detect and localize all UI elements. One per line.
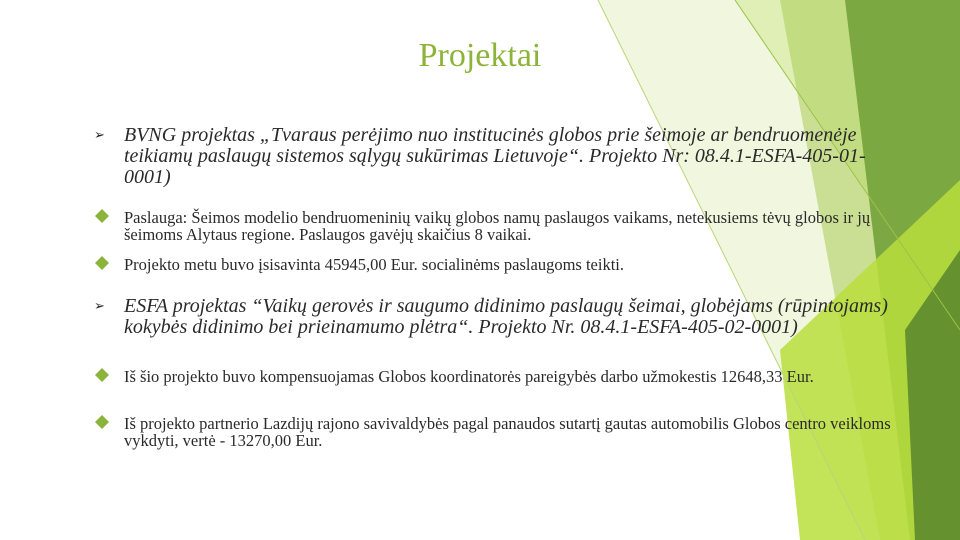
- diamond-bullet-icon: [94, 367, 116, 389]
- project-heading-text: BVNG projektas „Tvaraus perėjimo nuo institucinės globos prie šeimoje ar bendruomenėje teikiamų paslaugų sistemos sąlygų sukūrimas Lietuvoje“. Projekto Nr: 08.4.1-ESFA-405-01-0001): [124, 124, 866, 188]
- bullet-text: Paslauga: Šeimos modelio bendruomeninių vaikų globos namų paslaugos vaikams, netekusiems tėvų globos ir jų šeimoms Alytaus regione. Paslaugos gavėjų skaičius 8 vaikai.: [124, 208, 871, 244]
- diamond-bullet-icon: [94, 208, 116, 230]
- diamond-bullet-icon: [94, 255, 116, 277]
- slide-title: Projektai: [418, 37, 542, 74]
- bullet-text: Iš šio projekto buvo kompensuojamas Globos koordinatorės pareigybės darbo užmokestis 12648,33 Eur.: [124, 367, 814, 386]
- bullet-text: Projekto metu buvo įsisavinta 45945,00 Eur. socialinėms paslaugoms teikti.: [124, 255, 624, 274]
- arrow-bullet-icon: ➢: [94, 299, 105, 314]
- diamond-bullet-icon: [94, 414, 116, 436]
- bullet-text: Iš projekto partnerio Lazdijų rajono savivaldybės pagal panaudos sutartį gautas automobilis Globos centro veikloms vykdyti, vertė - 13270,00 Eur.: [124, 414, 891, 450]
- project-heading-text: ESFA projektas “Vaikų gerovės ir saugumo didinimo paslaugų šeimai, globėjams (rūpintojams) kokybės didinimo bei prieinamumo plėtra“. Projekto Nr. 08.4.1-ESFA-405-02-0001): [124, 295, 888, 338]
- arrow-bullet-icon: ➢: [94, 128, 105, 143]
